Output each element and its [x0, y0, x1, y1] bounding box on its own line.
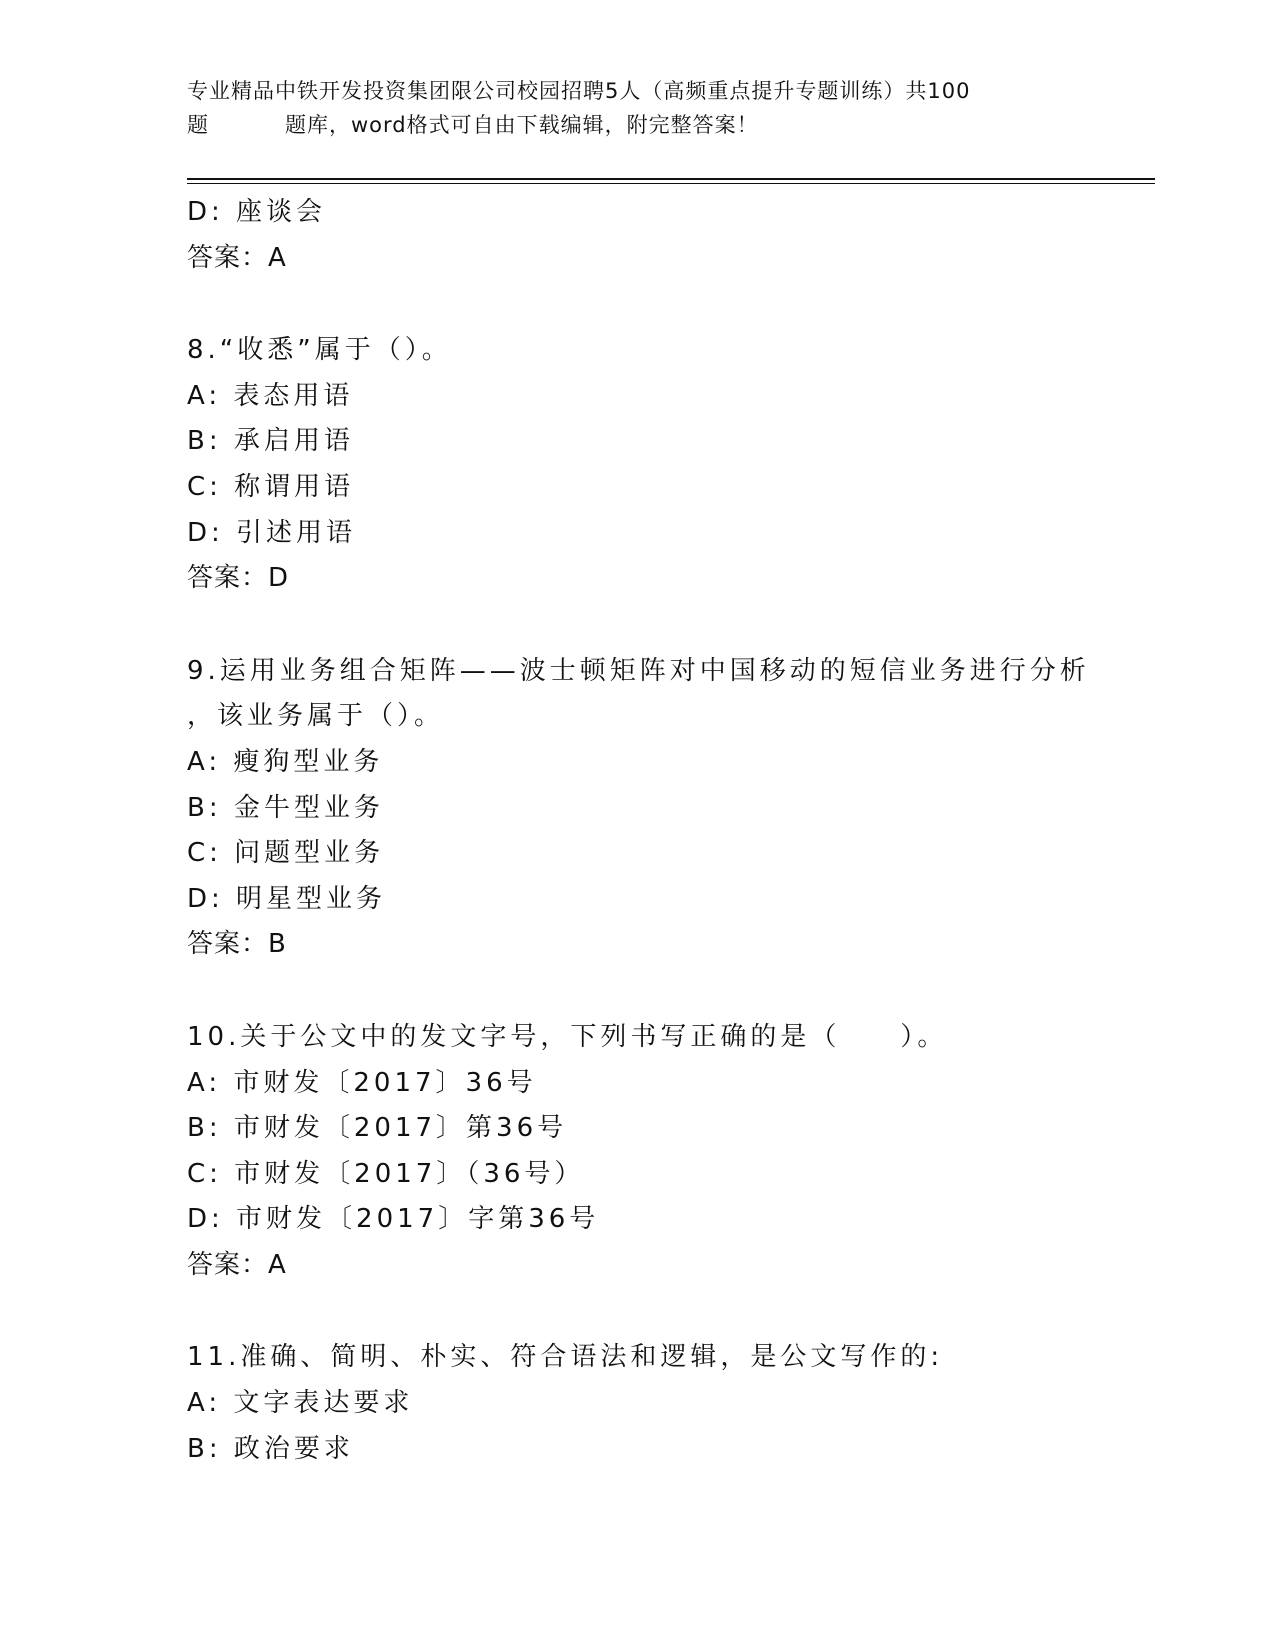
q11-stem: 11.准确、简明、朴实、符合语法和逻辑，是公文写作的:	[187, 1342, 944, 1373]
q11-option-b: B: 政治要求	[187, 1433, 354, 1464]
q8-option-b: B: 承启用语	[187, 426, 354, 457]
q9-option-d: D: 明星型业务	[187, 883, 387, 914]
q8-option-d: D: 引述用语	[187, 517, 357, 548]
document-header	[187, 74, 1087, 142]
header-divider-thin	[187, 183, 1155, 184]
q10-stem: 10.关于公文中的发文字号，下列书写正确的是（ ）。	[187, 1021, 948, 1052]
q8-stem: 8.“收悉”属于（）。	[187, 335, 452, 366]
q9-stem-line1: 9.运用业务组合矩阵——波士顿矩阵对中国移动的短信业务进行分析	[187, 655, 1090, 686]
q10-option-a: A: 市财发〔2017〕36号	[187, 1067, 537, 1098]
q9-option-a: A: 瘦狗型业务	[187, 746, 384, 777]
header-title-line1: 专业精品中铁开发投资集团限公司校园招聘5人（高频重点提升专题训练）共100	[187, 79, 971, 103]
q10-option-d: D: 市财发〔2017〕字第36号	[187, 1204, 600, 1235]
q8-option-c: C: 称谓用语	[187, 471, 355, 502]
header-divider-thick	[187, 178, 1155, 180]
q11-option-a: A: 文字表达要求	[187, 1388, 414, 1419]
header-title-line2	[187, 108, 1087, 142]
q10-option-c: C: 市财发〔2017〕（36号）	[187, 1158, 585, 1189]
q9-option-b: B: 金牛型业务	[187, 792, 384, 823]
question-list	[187, 190, 1090, 1472]
q8-option-a: A: 表态用语	[187, 380, 354, 411]
q9-answer: 答案：B	[187, 929, 287, 960]
q9-option-c: C: 问题型业务	[187, 838, 385, 869]
q10-option-b: B: 市财发〔2017〕第36号	[187, 1113, 568, 1144]
prev-option-d: D: 座谈会	[187, 197, 327, 227]
q8-answer: 答案：D	[187, 563, 290, 594]
q9-stem-line2: ，该业务属于（）。	[187, 701, 445, 732]
q10-answer: 答案：A	[187, 1249, 287, 1280]
header-title-line2-rest: 题库，word格式可自由下载编辑，附完整答案！	[285, 113, 759, 137]
header-title-line2-start: 题	[187, 113, 209, 137]
prev-answer: 答案：A	[187, 242, 287, 273]
